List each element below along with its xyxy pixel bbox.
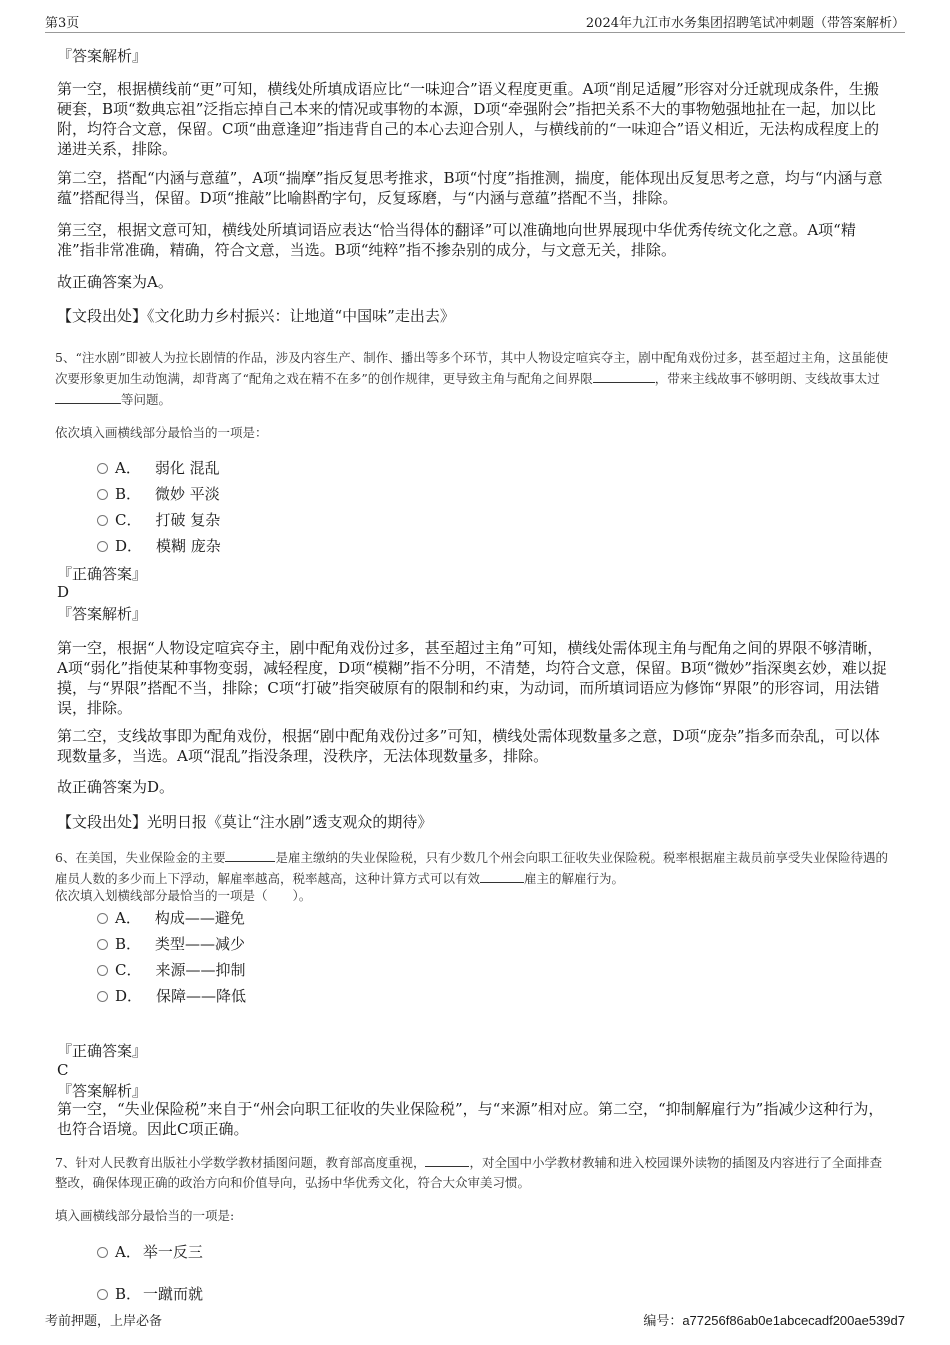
radio-icon[interactable] — [97, 1289, 108, 1300]
q6-option-d[interactable]: D． 保障——降低 — [97, 986, 246, 1006]
radio-icon[interactable] — [97, 965, 108, 976]
q6-option-c[interactable]: C． 来源——抑制 — [97, 960, 246, 980]
q6-option-a[interactable]: A． 构成——避免 — [97, 908, 245, 928]
footer-slogan: 考前押题，上岸必备 — [45, 1314, 163, 1329]
radio-icon[interactable] — [97, 489, 108, 500]
q5-analysis-para2: 第二空，支线故事即为配角戏份，根据“剧中配角戏份过多”可知，横线处需体现数量多之意，D项“庞杂”指多而杂乱，可以体现数量多，当选。A项“混乱”指没条理，没秩序，无法体现数量多，排除。 — [57, 727, 880, 765]
q4-analysis-para2: 第二空，搭配“内涵与意蕴”，A项“揣摩”指反复思考推求，B项“忖度”指推测，揣度，能体现出反复思考之意，均与“内涵与意蕴”搭配得当，保留。D项“推敲”比喻斟酌字句，反复琢磨，与“内涵与意蕴”搭配不当，排除。 — [57, 169, 883, 207]
page-header — [45, 10, 905, 33]
q5-option-b[interactable]: B． 微妙 平淡 — [97, 484, 220, 504]
q4-source: 【文段出处】《文化助力乡村振兴：让地道“中国味”走出去》 — [57, 307, 455, 325]
footer-code: 编号：a77256f86ab0e1abcecadf200ae539d7 — [643, 1313, 905, 1329]
q7-option-b[interactable]: B． 一蹴而就 — [97, 1284, 203, 1304]
q5-option-a[interactable]: A． 弱化 混乱 — [97, 458, 220, 478]
q4-analysis-para3: 第三空，根据文意可知，横线处所填词语应表达“恰当得体的翻译”可以准确地向世界展现中华优秀传统文化之意。A项“精准”指非常准确，精确，符合文意，当选。B项“纯粹”指不掺杂别的成分，与文意无关，排除。 — [57, 221, 856, 259]
q4-analysis-para1: 第一空，根据横线前“更”可知，横线处所填成语应比“一味迎合”语义程度更重。A项“削足适履”形容对分迁就现成条件，生搬硬套，B项“数典忘祖”泛指忘掉自己本来的情况或事物的本源，D项“牵强附会”指把关系不大的事物勉强地扯在一起，加以比附，均符合文意，保留。C项“曲意逢迎”指违背自己的本心去迎合别人，与横线前的“一味迎合”语义相近，无法构成程度上的递进关系，排除。 — [57, 80, 880, 158]
q5-instruction: 依次填入画横线部分最恰当的一项是： — [55, 425, 268, 440]
radio-icon[interactable] — [97, 1247, 108, 1258]
page-number: 第3页 — [45, 16, 80, 31]
q7-stem: 7、针对人民教育出版社小学数学教材插图问题，教育部高度重视， ，对全国中小学教材教辅和进入校园课外读物的插图及内容进行了全面排查整改，确保体现正确的政治方向和价值导向，弘扬中华优秀文化，符合大众审美习惯。 — [55, 1152, 890, 1193]
q5-source: 【文段出处】光明日报《莫让“注水剧”透支观众的期待》 — [57, 813, 433, 831]
q6-instruction: 依次填入划横线部分最恰当的一项是（ ）。 — [55, 888, 312, 903]
radio-icon[interactable] — [97, 463, 108, 474]
q5-option-c[interactable]: C． 打破 复杂 — [97, 510, 220, 530]
q6-analysis-title: 『答案解析』 — [57, 1082, 148, 1100]
q6-stem: 6、在美国，失业保险金的主要 是雇主缴纳的失业保险税，只有少数几个州会向职工征收失业保险税。税率根据雇主裁员前享受失业保险待遇的雇员人数的多少而上下浮动，解雇率越高，税率越高，这种计算方式可以有效 雇主的解雇行为。 — [55, 847, 890, 889]
q5-answer: D — [57, 583, 70, 601]
radio-icon[interactable] — [97, 913, 108, 924]
q4-analysis-title: 『答案解析』 — [57, 47, 148, 65]
radio-icon[interactable] — [97, 991, 108, 1002]
radio-icon[interactable] — [97, 939, 108, 950]
q6-answer-title: 『正确答案』 — [57, 1042, 148, 1060]
document-title: 2024年九江市水务集团招聘笔试冲刺题（带答案解析） — [585, 16, 905, 31]
q5-option-d[interactable]: D． 模糊 庞杂 — [97, 536, 221, 556]
q7-option-a[interactable]: A． 举一反三 — [97, 1242, 203, 1262]
q5-analysis-title: 『答案解析』 — [57, 605, 148, 623]
q6-answer: C — [57, 1061, 69, 1079]
q4-conclusion: 故正确答案为A。 — [57, 273, 173, 291]
radio-icon[interactable] — [97, 515, 108, 526]
q5-analysis-para1: 第一空，根据“人物设定喧宾夺主，剧中配角戏份过多，甚至超过主角”可知，横线处需体现主角与配角之间的界限不够清晰，A项“弱化”指使某种事物变弱，减轻程度，D项“模糊”指不分明，不清楚，均符合文意，保留。B项“微妙”指深奥玄妙，难以捉摸，与“界限”搭配不当，排除；C项“打破”指突破原有的限制和约束，为动词，而所填词语应为修饰“界限”的形容词，用法错误，排除。 — [57, 639, 887, 717]
q6-option-b[interactable]: B． 类型——减少 — [97, 934, 245, 954]
q5-conclusion: 故正确答案为D。 — [57, 778, 175, 796]
radio-icon[interactable] — [97, 541, 108, 552]
q6-analysis: 第一空，“失业保险税”来自于“州会向职工征收的失业保险税”，与“来源”相对应。第二空，“抑制解雇行为”指减少这种行为，也符合语境。因此C项正确。 — [57, 1100, 884, 1138]
q7-instruction: 填入画横线部分最恰当的一项是: — [55, 1208, 235, 1223]
q5-answer-title: 『正确答案』 — [57, 565, 148, 583]
q5-stem: 5、“注水剧”即被人为拉长剧情的作品，涉及内容生产、制作、播出等多个环节，其中人物设定喧宾夺主，剧中配角戏份过多，甚至超过主角，这虽能使次要形象更加生动饱满，却背离了“配角之戏在精不在多”的创作规律，更导致主角与配角之间界限 ，带来主线故事不够明朗、支线故事太过等问题。 — [55, 350, 889, 407]
